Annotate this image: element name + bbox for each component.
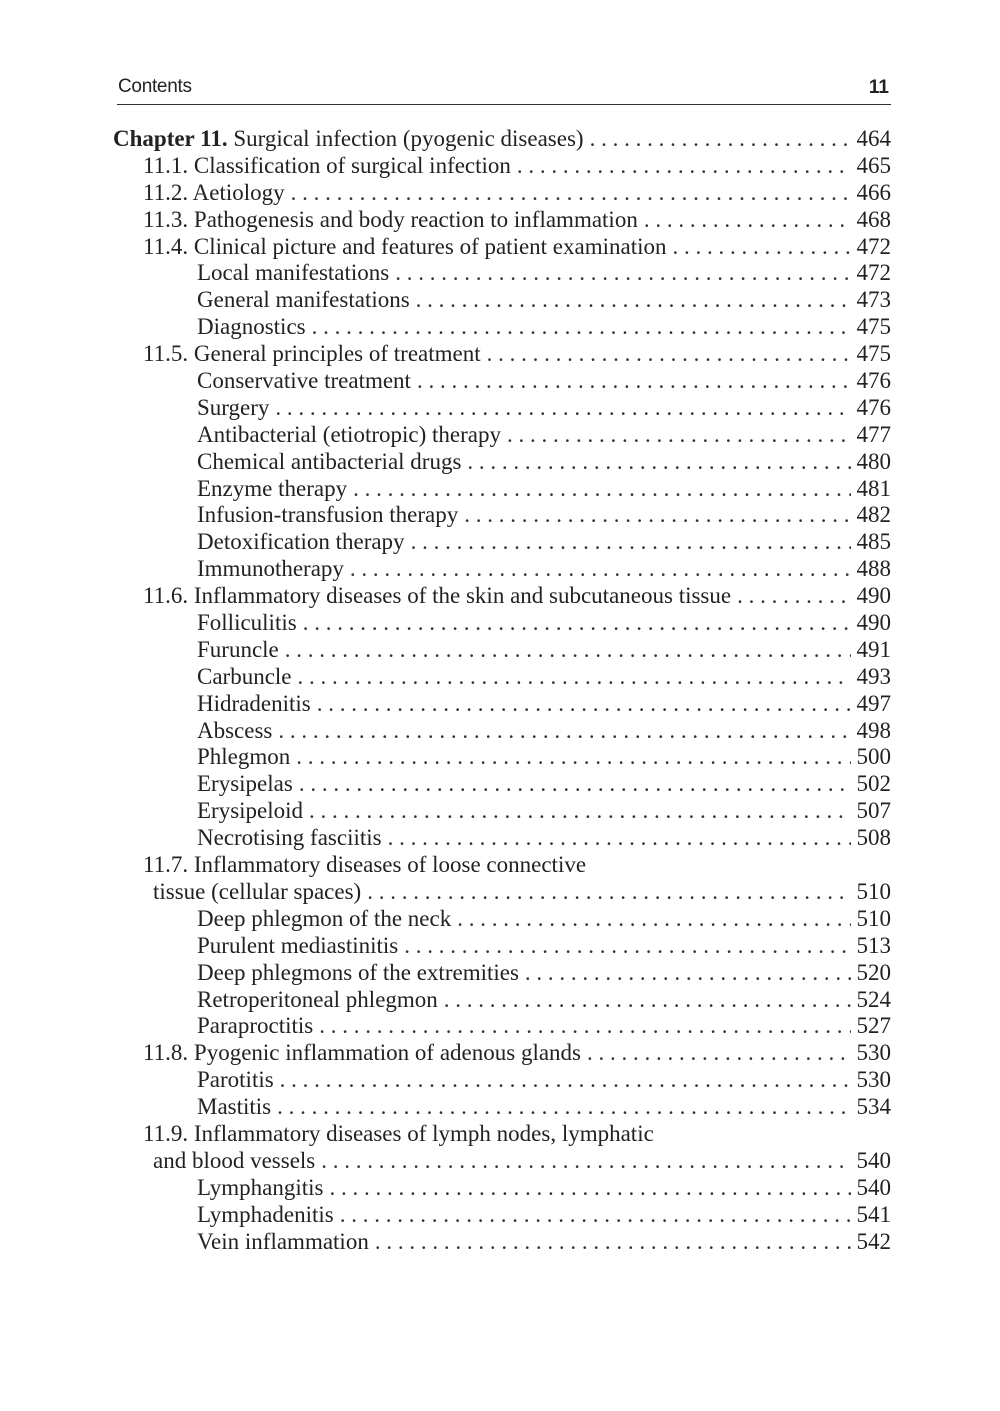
toc-subsection-entry[interactable] (113, 1094, 891, 1121)
toc-subsection-entry[interactable] (113, 1013, 891, 1040)
toc-entry-page: 475 (856, 314, 891, 340)
dot-leader (285, 637, 851, 664)
toc-entry-label: Erysipeloid (197, 798, 304, 824)
toc-subsection-entry[interactable] (113, 691, 891, 718)
toc-entry-label: Surgery (197, 394, 270, 420)
dot-leader (291, 180, 851, 207)
toc-subsection-entry[interactable] (113, 502, 891, 529)
dot-leader (644, 207, 851, 234)
toc-entry-label: Phlegmon (197, 744, 291, 770)
toc-entry-page: 465 (856, 152, 891, 178)
toc-subsection-entry[interactable] (113, 906, 891, 933)
toc-entry-page: 527 (856, 1013, 891, 1039)
toc-section-entry[interactable] (113, 1121, 891, 1148)
toc-section-entry[interactable] (113, 852, 891, 879)
toc-entry-page: 490 (856, 583, 891, 609)
toc-entry-label: Carbuncle (197, 663, 292, 689)
toc-subsection-entry[interactable] (113, 744, 891, 771)
dot-leader (277, 1094, 851, 1121)
toc-subsection-entry[interactable] (113, 610, 891, 637)
toc-entry-label: Detoxification therapy (197, 529, 405, 555)
toc-entry-label: Mastitis (197, 1094, 272, 1120)
toc-entry-page: 473 (856, 287, 891, 313)
toc-entry-label: 11.6. Inflammatory diseases of the skin and subcutaneous tissue (143, 583, 732, 609)
toc-subsection-entry[interactable] (113, 960, 891, 987)
toc-entry-label: Chemical antibacterial drugs (197, 448, 462, 474)
toc-entry-label: Local manifestations (197, 260, 390, 286)
toc-entry-page: 477 (856, 421, 891, 447)
chapter-number: Chapter 11. (113, 126, 228, 151)
toc-entry-page: 540 (856, 1174, 891, 1200)
dot-leader (487, 341, 851, 368)
dot-leader (298, 664, 851, 691)
toc-section-entry[interactable] (113, 583, 891, 610)
toc-entry-label: Vein inflammation (197, 1228, 369, 1254)
toc-subsection-entry[interactable] (113, 422, 891, 449)
dot-leader (340, 1202, 851, 1229)
toc-entry-page: 530 (856, 1040, 891, 1066)
toc-entry-page: 502 (856, 771, 891, 797)
toc-entry-page: 490 (856, 610, 891, 636)
toc-subsection-entry[interactable] (113, 529, 891, 556)
toc-section-entry[interactable] (113, 153, 891, 180)
running-head (117, 74, 891, 105)
toc-section-entry[interactable] (113, 1040, 891, 1067)
toc-entry-page: 534 (856, 1094, 891, 1120)
dot-leader (417, 368, 851, 395)
toc-entry-label: 11.7. Inflammatory diseases of loose connective (143, 852, 587, 878)
toc-entry-label: Lymphangitis (197, 1174, 324, 1200)
toc-entry-page: 466 (856, 179, 891, 205)
toc-subsection-entry[interactable] (113, 718, 891, 745)
toc-subsection-entry[interactable] (113, 260, 891, 287)
toc-entry-label: Abscess (197, 717, 273, 743)
dot-leader (467, 449, 851, 476)
dot-leader (517, 153, 851, 180)
dot-leader (444, 987, 851, 1014)
toc-subsection-entry[interactable] (113, 771, 891, 798)
toc-entry-label: Deep phlegmons of the extremities (197, 959, 519, 985)
toc-entry-page: 476 (856, 368, 891, 394)
toc-entry-page: 472 (856, 233, 891, 259)
toc-entry-label: tissue (cellular spaces) (153, 878, 362, 904)
dot-leader (275, 395, 851, 422)
toc-entry-label: 11.9. Inflammatory diseases of lymph nodes, lymphatic (143, 1120, 654, 1146)
toc-entry-page: 472 (856, 260, 891, 286)
toc-entry-page: 482 (856, 502, 891, 528)
toc-entry-page: 508 (856, 825, 891, 851)
toc-subsection-entry[interactable] (113, 395, 891, 422)
toc-subsection-entry[interactable] (113, 664, 891, 691)
toc-entry-page: 493 (856, 663, 891, 689)
toc-subsection-entry[interactable] (113, 449, 891, 476)
toc-entry-page: 540 (856, 1147, 891, 1173)
toc-entry-page: 488 (856, 556, 891, 582)
toc-subsection-entry[interactable] (113, 314, 891, 341)
toc-entry-label: and blood vessels (153, 1147, 316, 1173)
table-of-contents (113, 126, 891, 1255)
toc-entry-label: Folliculitis (197, 610, 297, 636)
toc-entry-label: Parotitis (197, 1067, 274, 1093)
toc-entry-page: 510 (856, 878, 891, 904)
dot-leader (319, 1013, 851, 1040)
dot-leader (525, 960, 851, 987)
toc-subsection-entry[interactable] (113, 476, 891, 503)
toc-entry-label: Furuncle (197, 636, 279, 662)
toc-section-entry[interactable] (113, 234, 891, 261)
dot-leader (395, 260, 851, 287)
toc-entry-page: 481 (856, 475, 891, 501)
dot-leader (457, 906, 851, 933)
toc-section-entry-continuation[interactable] (113, 879, 891, 906)
toc-entry-page: 491 (856, 636, 891, 662)
dot-leader (296, 744, 851, 771)
toc-entry-label: Erysipelas (197, 771, 293, 797)
toc-subsection-entry[interactable] (113, 1202, 891, 1229)
toc-section-entry[interactable] (113, 341, 891, 368)
toc-entry-label (113, 126, 584, 153)
toc-entry-label: Antibacterial (etiotropic) therapy (197, 421, 501, 447)
toc-entry-page: 520 (856, 959, 891, 985)
dot-leader (464, 502, 851, 529)
toc-entry-label: Paraproctitis (197, 1013, 314, 1039)
dot-leader (587, 1040, 851, 1067)
toc-entry-label: Lymphadenitis (197, 1201, 334, 1227)
dot-leader (411, 529, 851, 556)
toc-entry-label: Immunotherapy (197, 556, 344, 582)
dot-leader (367, 879, 851, 906)
toc-entry-label: 11.1. Classification of surgical infection (143, 152, 511, 178)
toc-subsection-entry[interactable] (113, 825, 891, 852)
toc-subsection-entry[interactable] (113, 556, 891, 583)
toc-entry-page: 497 (856, 690, 891, 716)
toc-entry-label: 11.3. Pathogenesis and body reaction to inflammation (143, 206, 638, 232)
toc-entry-label: Diagnostics (197, 314, 306, 340)
dot-leader (353, 476, 851, 503)
toc-entry-page: 500 (856, 744, 891, 770)
toc-chapter-entry[interactable] (113, 126, 891, 153)
toc-entry-page: 542 (856, 1228, 891, 1254)
toc-entry-label: Deep phlegmon of the neck (197, 905, 452, 931)
dot-leader (280, 1067, 851, 1094)
dot-leader (278, 718, 851, 745)
toc-subsection-entry[interactable] (113, 1067, 891, 1094)
toc-entry-page: 530 (856, 1067, 891, 1093)
page-number: 11 (868, 77, 889, 98)
toc-subsection-entry[interactable] (113, 1229, 891, 1256)
toc-entry-label: Retroperitoneal phlegmon (197, 986, 438, 1012)
toc-entry-label: Purulent mediastinitis (197, 932, 399, 958)
toc-entry-page: 498 (856, 717, 891, 743)
toc-entry-page: 541 (856, 1201, 891, 1227)
toc-entry-label: General manifestations (197, 287, 410, 313)
dot-leader (321, 1148, 851, 1175)
toc-subsection-entry[interactable] (113, 798, 891, 825)
toc-entry-page: 464 (856, 126, 891, 151)
dot-leader (317, 691, 851, 718)
toc-section-entry-continuation[interactable] (113, 1148, 891, 1175)
dot-leader (350, 556, 851, 583)
toc-entry-page: 468 (856, 206, 891, 232)
dot-leader (375, 1229, 851, 1256)
toc-entry-page: 510 (856, 905, 891, 931)
toc-entry-label: 11.8. Pyogenic inflammation of adenous glands (143, 1040, 581, 1066)
dot-leader (309, 798, 851, 825)
toc-entry-label: Hidradenitis (197, 690, 311, 716)
dot-leader (312, 314, 851, 341)
toc-entry-page: 480 (856, 448, 891, 474)
toc-entry-label: 11.5. General principles of treatment (143, 341, 481, 367)
dot-leader (388, 825, 851, 852)
dot-leader (737, 583, 851, 610)
dot-leader (303, 610, 851, 637)
toc-subsection-entry[interactable] (113, 987, 891, 1014)
toc-section-entry[interactable] (113, 207, 891, 234)
toc-entry-page: 476 (856, 394, 891, 420)
toc-entry-label: Enzyme therapy (197, 475, 348, 501)
dot-leader (673, 234, 852, 261)
dot-leader (404, 933, 851, 960)
toc-entry-page: 475 (856, 341, 891, 367)
running-head-title: Contents (118, 76, 192, 97)
toc-entry-label: 11.2. Aetiology (143, 179, 285, 205)
toc-entry-label: 11.4. Clinical picture and features of patient examination (143, 233, 667, 259)
toc-subsection-entry[interactable] (113, 933, 891, 960)
toc-entry-page: 485 (856, 529, 891, 555)
toc-entry-label: Infusion-transfusion therapy (197, 502, 459, 528)
toc-subsection-entry[interactable] (113, 1175, 891, 1202)
toc-entry-page: 507 (856, 798, 891, 824)
toc-subsection-entry[interactable] (113, 637, 891, 664)
toc-entry-page: 513 (856, 932, 891, 958)
dot-leader (507, 422, 851, 449)
toc-entry-label: Necrotising fasciitis (197, 825, 382, 851)
toc-entry-label: Conservative treatment (197, 368, 411, 394)
toc-entry-page: 524 (856, 986, 891, 1012)
toc-section-entry[interactable] (113, 180, 891, 207)
dot-leader (330, 1175, 852, 1202)
toc-subsection-entry[interactable] (113, 287, 891, 314)
chapter-title: Surgical infection (pyogenic diseases) (227, 126, 584, 151)
dot-leader (299, 771, 851, 798)
dot-leader (590, 126, 851, 153)
dot-leader (416, 287, 851, 314)
toc-subsection-entry[interactable] (113, 368, 891, 395)
